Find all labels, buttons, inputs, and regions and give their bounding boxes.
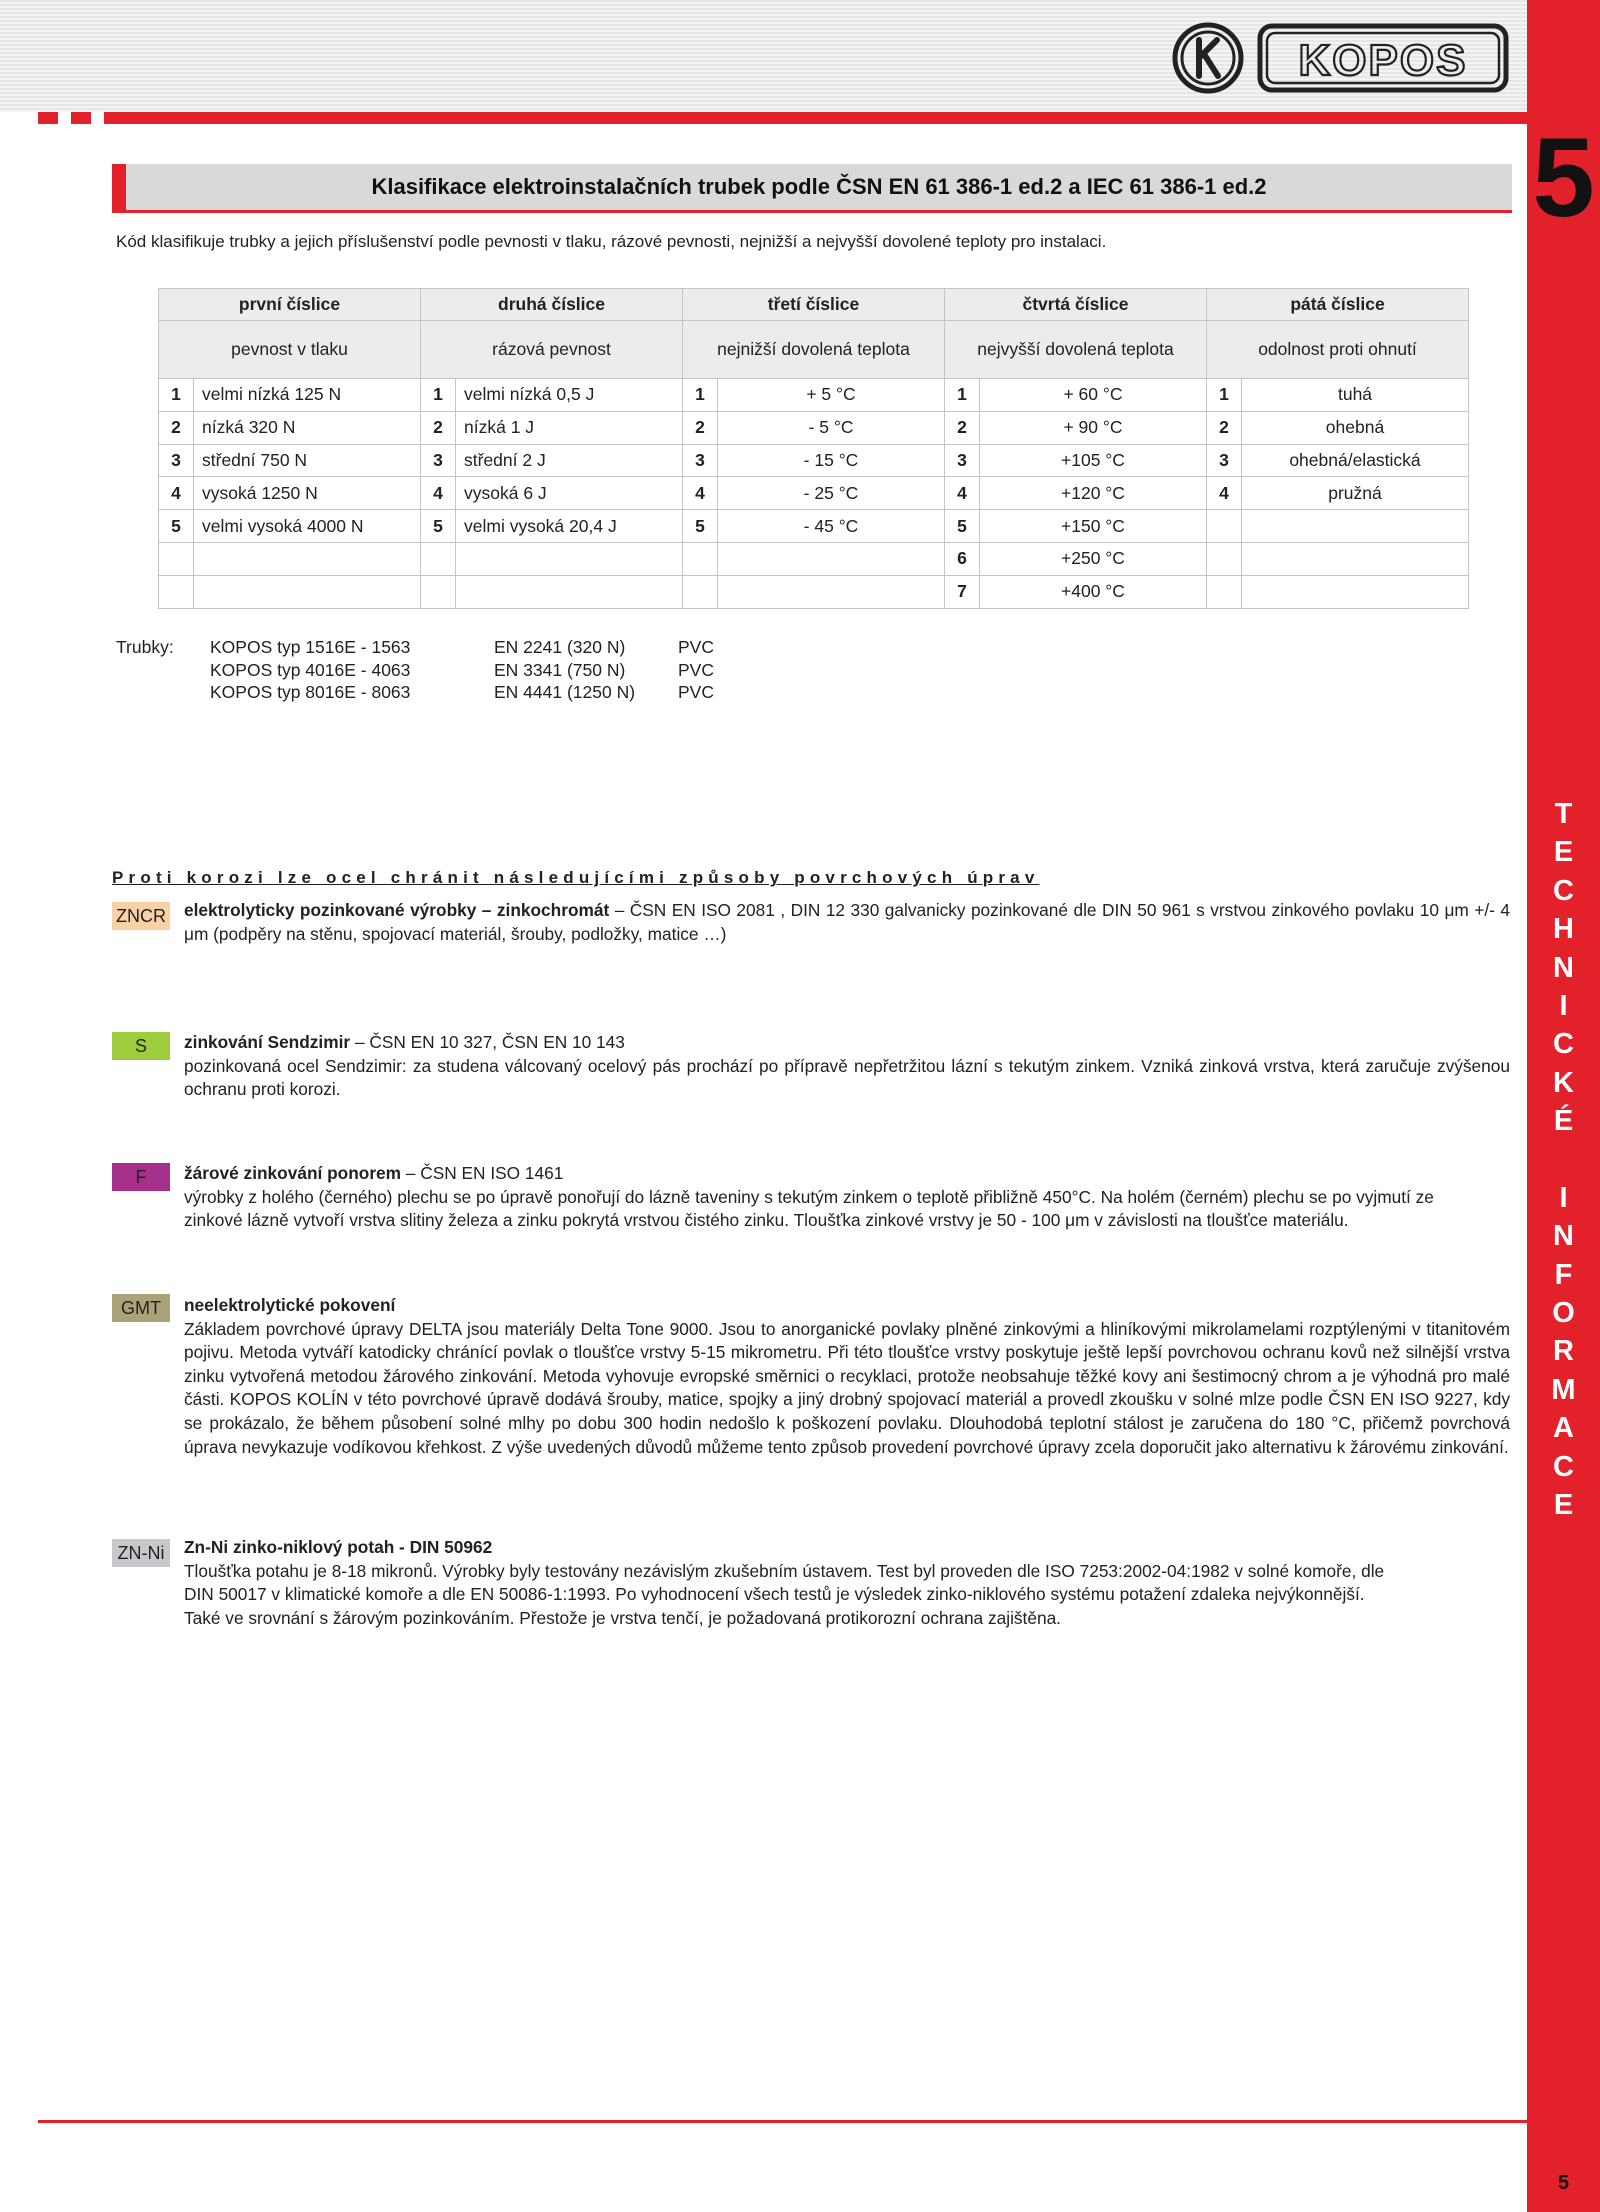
class-code bbox=[421, 542, 456, 575]
column-header: čtvrtá číslice bbox=[945, 289, 1207, 321]
class-code: 2 bbox=[683, 411, 718, 444]
class-code bbox=[683, 575, 718, 608]
zn-ni-entry bbox=[184, 1536, 1510, 1630]
tube-type: KOPOS typ 8016E - 8063 bbox=[210, 682, 411, 702]
tube-type: KOPOS typ 1516E - 1563 bbox=[210, 637, 411, 657]
class-value: střední 750 N bbox=[194, 444, 421, 477]
header-accent-square bbox=[71, 112, 91, 124]
class-code bbox=[159, 575, 194, 608]
header-accent-square bbox=[38, 112, 58, 124]
table-subheader-row bbox=[159, 321, 1469, 379]
class-value bbox=[194, 542, 421, 575]
entry-title: Zn-Ni zinko-niklový potah - DIN 50962 bbox=[184, 1537, 493, 1557]
zncr-entry bbox=[184, 899, 1510, 946]
side-title-letter: C bbox=[1553, 874, 1574, 907]
class-code: 4 bbox=[421, 477, 456, 510]
side-title-letter: F bbox=[1554, 1258, 1573, 1291]
f-tag: F bbox=[112, 1163, 170, 1191]
class-value: velmi nízká 0,5 J bbox=[456, 379, 683, 412]
class-code: 5 bbox=[683, 510, 718, 543]
entry-title-suffix: – ČSN EN 10 327, ČSN EN 10 143 bbox=[350, 1032, 625, 1052]
class-value: nízká 320 N bbox=[194, 411, 421, 444]
entry-title-suffix: – ČSN EN ISO 1461 bbox=[401, 1163, 564, 1183]
entry-text: Základem povrchové úpravy DELTA jsou materiály Delta Tone 9000. Jsou to anorganické povlaky plněné zinkovými a hliníkovými mikrolamelami rozptýlenými v titanitovém pojivu. Metoda vytváří katodicky chránící povlak o tloušťce vrstvy 5-15 mikrometru. Při této tloušťce vrstvy poskytuje ještě lepší povrchovou ochranu kovů než silnější vrstva zinku vytvořená metodou žárového zinkování. Metoda vyhovuje evropské směrnici o recyklaci, protože neobsahuje těžké kovy ani šestimocný chrom a je výhodná pro malé části. KOPOS KOLÍN v této povrchové úpravě dodává šrouby, matice, spojky a jiný drobný spojovací materiál a provedl zkoušku v solné mlze podle ČSN EN ISO 9227, kdy se prokázalo, že během působení solné mlhy po dobu 300 hodin nedošlo k poškození povlaku. Dlouhodobá teplotní stálost je zaručena do 180 °C, přičemž povrchová úprava nevykazuje vodíkovou křehkost. Z výše uvedených důvodů můžeme tento způsob provedení povrchové úpravy zcela doporučit jako alternativu k žárovému zinkování. bbox=[184, 1318, 1510, 1457]
side-title-letter: N bbox=[1553, 951, 1574, 984]
class-value: + 5 °C bbox=[718, 379, 945, 412]
class-value: velmi nízká 125 N bbox=[194, 379, 421, 412]
class-code bbox=[1207, 542, 1242, 575]
table-row bbox=[159, 477, 1469, 510]
class-value: velmi vysoká 20,4 J bbox=[456, 510, 683, 543]
entry-text: pozinkovaná ocel Sendzimir: za studena válcovaný ocelový pás prochází po přípravě nepřetržitou lázní s tekutým zinkem. Vzniká zinková vrstva, která zaručuje zvýšenou ochranu proti korozi. bbox=[184, 1055, 1510, 1100]
entry-title: neelektrolytické pokovení bbox=[184, 1295, 396, 1315]
class-code bbox=[421, 575, 456, 608]
class-code: 4 bbox=[945, 477, 980, 510]
class-value: - 25 °C bbox=[718, 477, 945, 510]
tube-standard: EN 4441 (1250 N) bbox=[494, 682, 636, 702]
side-title-letter: C bbox=[1553, 1450, 1574, 1483]
class-code: 6 bbox=[945, 542, 980, 575]
title-underline bbox=[112, 210, 1512, 213]
column-subheader: nejnižší dovolená teplota bbox=[683, 321, 945, 379]
side-title-letter: I bbox=[1559, 1181, 1568, 1214]
side-title bbox=[1527, 795, 1600, 1524]
side-title-letter: É bbox=[1553, 1105, 1574, 1138]
class-code: 5 bbox=[159, 510, 194, 543]
corrosion-heading: Proti korozi lze ocel chránit následujícími způsoby povrchových úprav bbox=[112, 868, 1040, 887]
class-code: 3 bbox=[945, 444, 980, 477]
class-value bbox=[194, 575, 421, 608]
column-header: první číslice bbox=[159, 289, 421, 321]
header-red-bar bbox=[104, 112, 1527, 124]
table-row bbox=[159, 542, 1469, 575]
class-code: 2 bbox=[945, 411, 980, 444]
table-row bbox=[159, 379, 1469, 412]
side-title-letter: M bbox=[1551, 1373, 1576, 1406]
side-title-letter bbox=[1527, 1141, 1600, 1179]
class-code: 1 bbox=[683, 379, 718, 412]
class-code: 1 bbox=[945, 379, 980, 412]
class-code: 3 bbox=[1207, 444, 1242, 477]
side-title-letter: A bbox=[1553, 1412, 1574, 1445]
class-code: 4 bbox=[159, 477, 194, 510]
tube-standard: EN 2241 (320 N) bbox=[494, 637, 626, 657]
class-code: 3 bbox=[683, 444, 718, 477]
table-row bbox=[159, 510, 1469, 543]
tubes-label: Trubky: bbox=[116, 637, 174, 657]
entry-title: zinkování Sendzimir bbox=[184, 1032, 351, 1052]
class-value: střední 2 J bbox=[456, 444, 683, 477]
gmt-entry bbox=[184, 1294, 1510, 1459]
class-value bbox=[1242, 542, 1469, 575]
gmt-tag: GMT bbox=[112, 1294, 170, 1322]
class-code: 3 bbox=[159, 444, 194, 477]
tube-row bbox=[210, 659, 714, 682]
class-code: 1 bbox=[421, 379, 456, 412]
class-code: 2 bbox=[1207, 411, 1242, 444]
class-value: tuhá bbox=[1242, 379, 1469, 412]
class-code bbox=[1207, 510, 1242, 543]
class-value: vysoká 1250 N bbox=[194, 477, 421, 510]
side-title-letter: E bbox=[1553, 1489, 1574, 1522]
zncr-tag: ZNCR bbox=[112, 902, 170, 930]
side-title-letter: T bbox=[1554, 798, 1573, 830]
side-title-letter: O bbox=[1552, 1297, 1575, 1330]
class-code: 2 bbox=[421, 411, 456, 444]
class-code: 1 bbox=[1207, 379, 1242, 412]
column-subheader: rázová pevnost bbox=[421, 321, 683, 379]
class-value: +250 °C bbox=[980, 542, 1207, 575]
class-code: 2 bbox=[159, 411, 194, 444]
entry-text: Tloušťka potahu je 8-18 mikronů. Výrobky byly testovány nezávislým zkušebním ústavem. Test byl proveden dle ISO 7253:2002-04:1982 v solné komoře, dle bbox=[184, 1560, 1385, 1581]
column-subheader: odolnost proti ohnutí bbox=[1207, 321, 1469, 379]
entry-text: zinkové lázně vytvoří vrstva slitiny železa a zinku pokrytá vrstvou čistého zinku. Tloušťka zinkové vrstvy je 50 - 100 μm v závislosti na tloušťce materiálu. bbox=[184, 1210, 1349, 1231]
class-value: - 45 °C bbox=[718, 510, 945, 543]
class-value bbox=[718, 575, 945, 608]
class-value: nízká 1 J bbox=[456, 411, 683, 444]
class-code: 3 bbox=[421, 444, 456, 477]
table-row bbox=[159, 575, 1469, 608]
class-value: velmi vysoká 4000 N bbox=[194, 510, 421, 543]
table-row bbox=[159, 444, 1469, 477]
s-tag: S bbox=[112, 1032, 170, 1060]
column-subheader: nejvyšší dovolená teplota bbox=[945, 321, 1207, 379]
class-value bbox=[456, 542, 683, 575]
side-title-letter: I bbox=[1559, 989, 1568, 1022]
side-title-letter: C bbox=[1553, 1028, 1574, 1061]
column-header: pátá číslice bbox=[1207, 289, 1469, 321]
class-value: pružná bbox=[1242, 477, 1469, 510]
class-code bbox=[1207, 575, 1242, 608]
entry-title: žárové zinkování ponorem bbox=[184, 1163, 402, 1183]
class-code: 4 bbox=[1207, 477, 1242, 510]
class-value bbox=[1242, 510, 1469, 543]
kopos-logo bbox=[1172, 20, 1512, 98]
classification-table bbox=[158, 288, 1469, 609]
page-number: 5 bbox=[1557, 2172, 1570, 2194]
class-value: +105 °C bbox=[980, 444, 1207, 477]
tube-row bbox=[210, 681, 714, 704]
class-value: - 5 °C bbox=[718, 411, 945, 444]
chapter-number: 5 bbox=[1532, 115, 1595, 240]
column-subheader: pevnost v tlaku bbox=[159, 321, 421, 379]
hot-dip-entry bbox=[184, 1162, 1510, 1233]
class-value bbox=[1242, 575, 1469, 608]
class-code: 1 bbox=[159, 379, 194, 412]
tube-type: KOPOS typ 4016E - 4063 bbox=[210, 659, 411, 680]
column-header: druhá číslice bbox=[421, 289, 683, 321]
entry-text: výrobky z holého (černého) plechu se po úpravě ponořují do lázně taveniny s tekutým zinkem o teplotě přibližně 450°C. Na holém (černém) plechu se po vyjmutí ze bbox=[184, 1186, 1434, 1207]
tube-row bbox=[210, 636, 714, 659]
class-code bbox=[683, 542, 718, 575]
side-title-letter: E bbox=[1553, 836, 1574, 869]
class-value: +400 °C bbox=[980, 575, 1207, 608]
class-value bbox=[718, 542, 945, 575]
entry-text: Také ve srovnání s žárovým pozinkováním. Přestože je vrstva tenčí, je požadovaná protikorozní ochrana zajištěna. bbox=[184, 1607, 1061, 1628]
class-value: ohebná/elastická bbox=[1242, 444, 1469, 477]
footer-line bbox=[38, 2120, 1527, 2123]
class-code bbox=[159, 542, 194, 575]
side-title-letter: R bbox=[1553, 1335, 1574, 1368]
table-row bbox=[159, 411, 1469, 444]
tube-material: PVC bbox=[678, 682, 714, 702]
entry-title: elektrolyticky pozinkované výrobky – zinkochromát bbox=[184, 900, 610, 920]
side-title-letter: K bbox=[1553, 1066, 1574, 1099]
column-header: třetí číslice bbox=[683, 289, 945, 321]
class-value: +150 °C bbox=[980, 510, 1207, 543]
zn-ni-tag: ZN-Ni bbox=[112, 1539, 170, 1567]
tube-material: PVC bbox=[678, 659, 714, 680]
table-header-row bbox=[159, 289, 1469, 321]
brand-name: KOPOS bbox=[1298, 36, 1468, 85]
tube-material: PVC bbox=[678, 637, 714, 657]
section-title-box bbox=[112, 164, 1512, 210]
class-code: 7 bbox=[945, 575, 980, 608]
class-value: - 15 °C bbox=[718, 444, 945, 477]
class-value bbox=[456, 575, 683, 608]
class-value: ohebná bbox=[1242, 411, 1469, 444]
entry-text: DIN 50017 v klimatické komoře a dle EN 50086-1:1993. Po vyhodnocení všech testů je výsledek zinko-niklového systému potažení zdaleka nejvýkonnější. bbox=[184, 1584, 1365, 1605]
entry-title-suffix: – ČSN EN ISO 2081 , DIN 12 330 galvanicky pozinkované dle DIN 50 961 s vrstvou zinkového povlaku 10 μm +/- 4 μm (podpěry na stěnu, spojovací materiál, šrouby, podložky, matice …) bbox=[184, 900, 1510, 944]
side-title-letter: H bbox=[1553, 913, 1574, 946]
section-title: Klasifikace elektroinstalačních trubek podle ČSN EN 61 386-1 ed.2 a IEC 61 386-1 ed.2 bbox=[371, 174, 1267, 199]
side-title-letter: N bbox=[1553, 1220, 1574, 1253]
class-code: 5 bbox=[945, 510, 980, 543]
tube-standard: EN 3341 (750 N) bbox=[494, 659, 626, 680]
class-value: + 60 °C bbox=[980, 379, 1207, 412]
class-code: 4 bbox=[683, 477, 718, 510]
class-value: +120 °C bbox=[980, 477, 1207, 510]
intro-text: Kód klasifikuje trubky a jejich příslušenství podle pevnosti v tlaku, rázové pevnosti, nejnižší a nejvyšší dovolené teploty pro instalaci. bbox=[116, 232, 1107, 251]
sendzimir-entry bbox=[184, 1031, 1510, 1102]
class-value: vysoká 6 J bbox=[456, 477, 683, 510]
class-value: + 90 °C bbox=[980, 411, 1207, 444]
class-code: 5 bbox=[421, 510, 456, 543]
side-column bbox=[1527, 0, 1600, 2212]
